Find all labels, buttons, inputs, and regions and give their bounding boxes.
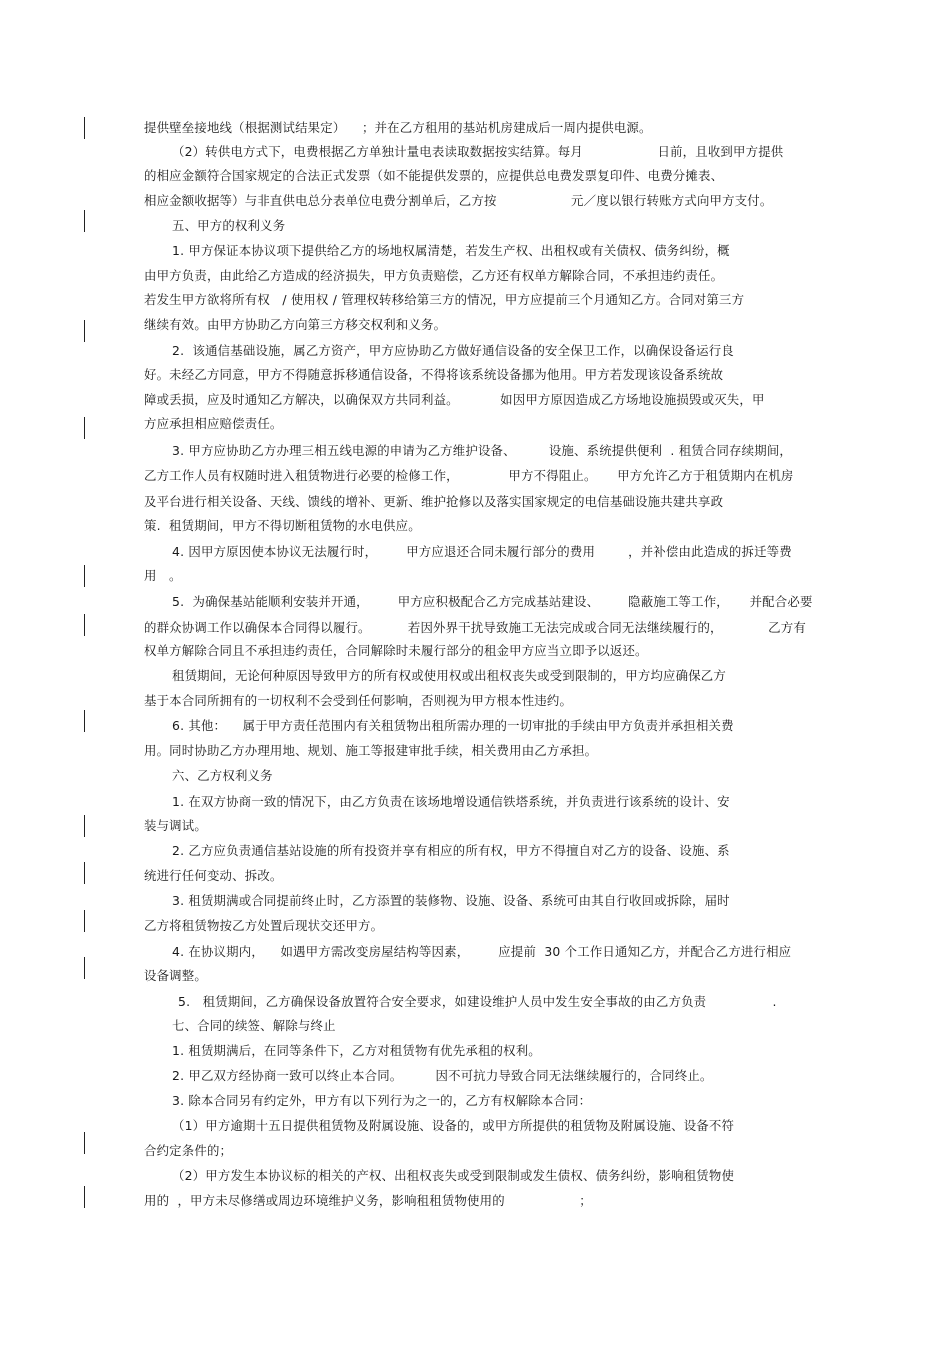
text-line: 用 。 xyxy=(144,568,182,583)
text-line: 相应金额收据等）与非直供电总分表单位电费分割单后，乙方按 元／度以银行转账方式向甲方支付。 xyxy=(144,193,773,208)
text-line: 乙方工作人员有权随时进入租赁物进行必要的检修工作， 甲方不得阻止。 甲方允许乙方于租赁期内在机房 xyxy=(144,468,794,483)
revision-bar xyxy=(84,862,85,884)
text-line: 统进行任何变动、拆改。 xyxy=(144,868,283,883)
text-line: 租赁期间，无论何种原因导致甲方的所有权或使用权或出租权丧失或受到限制的，甲方均应确保乙方 xyxy=(172,668,726,683)
revision-bar xyxy=(84,417,85,439)
revision-bar xyxy=(84,1186,85,1208)
revision-bar xyxy=(84,910,85,932)
text-line: 3. 除本合同另有约定外，甲方有以下列行为之一的，乙方有权解除本合同： xyxy=(172,1093,592,1108)
section-heading: 七、合同的续签、解除与终止 xyxy=(172,1018,336,1033)
text-line: 方应承担相应赔偿责任。 xyxy=(144,416,283,431)
text-line: 若发生甲方欲将所有权 / 使用权 / 管理权转移给第三方的情况，甲方应提前三个月通知乙方。合同对第三方 xyxy=(144,292,745,307)
text-line: 合约定条件的； xyxy=(144,1143,233,1158)
text-line: 好。未经乙方同意，甲方不得随意拆移通信设备，不得将该系统设备挪为他用。甲方若发现该设备系统故 xyxy=(144,367,724,382)
revision-bar xyxy=(84,117,85,139)
text-line: 2. 该通信基础设施，属乙方资产，甲方应协助乙方做好通信设备的安全保卫工作，以确保设备运行良 xyxy=(172,343,734,358)
text-line: 策. 租赁期间，甲方不得切断租赁物的水电供应。 xyxy=(144,518,421,533)
text-line: 3. 甲方应协助乙方办理三相五线电源的申请为乙方维护设备、 设施、系统提供便利 . 租赁合同存续期间， xyxy=(172,443,793,458)
text-line: 2. 甲乙双方经协商一致可以终止本合同。 因不可抗力导致合同无法继续履行的，合同终止。 xyxy=(172,1068,713,1083)
text-line: 3. 租赁期满或合同提前终止时，乙方添置的装修物、设施、设备、系统可由其自行收回或拆除，届时 xyxy=(172,893,730,908)
revision-bar xyxy=(84,1132,85,1154)
revision-bar xyxy=(84,210,85,232)
text-line: 1. 租赁期满后，在同等条件下，乙方对租赁物有优先承租的权利。 xyxy=(172,1043,541,1058)
text-line: 用的 ，甲方未尽修缮或周边环境维护义务，影响租租赁物使用的 ； xyxy=(144,1193,592,1208)
text-line: （2）甲方发生本协议标的相关的产权、出租权丧失或受到限制或发生债权、债务纠纷，影响租赁物使 xyxy=(172,1168,735,1183)
text-line: 5. 租赁期间，乙方确保设备放置符合安全要求，如建设维护人员中发生安全事故的由乙方负责 . xyxy=(178,994,777,1009)
text-line: （1）甲方逾期十五日提供租赁物及附属设施、设备的，或甲方所提供的租赁物及附属设施、设备不符 xyxy=(172,1118,735,1133)
text-line: 的群众协调工作以确保本合同得以履行。 若因外界干扰导致施工无法完成或合同无法继续履行的， 乙方有 xyxy=(144,620,806,635)
text-line: 乙方将租赁物按乙方处置后现状交还甲方。 xyxy=(144,918,384,933)
section-heading: 五、甲方的权利义务 xyxy=(172,218,286,233)
text-line: 由甲方负责，由此给乙方造成的经济损失，甲方负责赔偿，乙方还有权单方解除合同，不承担违约责任。 xyxy=(144,268,724,283)
revision-bar xyxy=(84,320,85,342)
revision-bar xyxy=(84,815,85,837)
text-line: （2）转供电方式下，电费根据乙方单独计量电表读取数据按实结算。每月 日前，且收到甲方提供 xyxy=(172,144,784,159)
section-heading: 六、乙方权利义务 xyxy=(172,768,273,783)
text-line: 提供壁垒接地线（根据测试结果定） ；并在乙方租用的基站机房建成后一周内提供电源。 xyxy=(144,120,652,135)
text-line: 障或丢损，应及时通知乙方解决，以确保双方共同利益。 如因甲方原因造成乙方场地设施损毁或灭失，甲 xyxy=(144,392,765,407)
revision-bar xyxy=(84,565,85,587)
text-line: 4. 因甲方原因使本协议无法履行时， 甲方应退还合同未履行部分的费用 ，并补偿由此造成的拆迁等费 xyxy=(172,544,792,559)
text-line: 4. 在协议期内， 如遇甲方需改变房屋结构等因素， 应提前 30 个工作日通知乙方，并配合乙方进行相应 xyxy=(172,944,792,959)
text-line: 基于本合同所拥有的一切权利不会受到任何影响，否则视为甲方根本性违约。 xyxy=(144,693,573,708)
text-line: 2. 乙方应负责通信基站设施的所有投资并享有相应的所有权，甲方不得擅自对乙方的设备、设施、系 xyxy=(172,843,730,858)
text-line: 权单方解除合同且不承担违约责任，合同解除时未履行部分的租金甲方应当立即予以返还。 xyxy=(144,643,648,658)
text-line: 用。同时协助乙方办理用地、规划、施工等报建审批手续，相关费用由乙方承担。 xyxy=(144,743,598,758)
revision-bar xyxy=(84,957,85,979)
text-line: 继续有效。由甲方协助乙方向第三方移交权利和义务。 xyxy=(144,317,447,332)
text-line: 1. 在双方协商一致的情况下，由乙方负责在该场地增设通信铁塔系统，并负责进行该系统的设计、安 xyxy=(172,794,730,809)
revision-bar xyxy=(84,710,85,732)
text-line: 的相应金额符合国家规定的合法正式发票（如不能提供发票的，应提供总电费发票复印件、电费分摊表、 xyxy=(144,168,724,183)
revision-bar xyxy=(84,614,85,636)
text-line: 设备调整。 xyxy=(144,968,207,983)
text-line: 装与调试。 xyxy=(144,818,207,833)
text-line: 5. 为确保基站能顺利安装并开通， 甲方应积极配合乙方完成基站建设、 隐蔽施工等工作， 并配合必要 xyxy=(172,594,813,609)
text-line: 1. 甲方保证本协议项下提供给乙方的场地权属清楚，若发生产权、出租权或有关债权、债务纠纷，概 xyxy=(172,243,730,258)
text-line: 6. 其他： 属于甲方责任范围内有关租赁物出租所需办理的一切审批的手续由甲方负责并承担相关费 xyxy=(172,718,734,733)
text-line: 及平台进行相关设备、天线、馈线的增补、更新、维护抢修以及落实国家规定的电信基础设施共建共享政 xyxy=(144,494,724,509)
